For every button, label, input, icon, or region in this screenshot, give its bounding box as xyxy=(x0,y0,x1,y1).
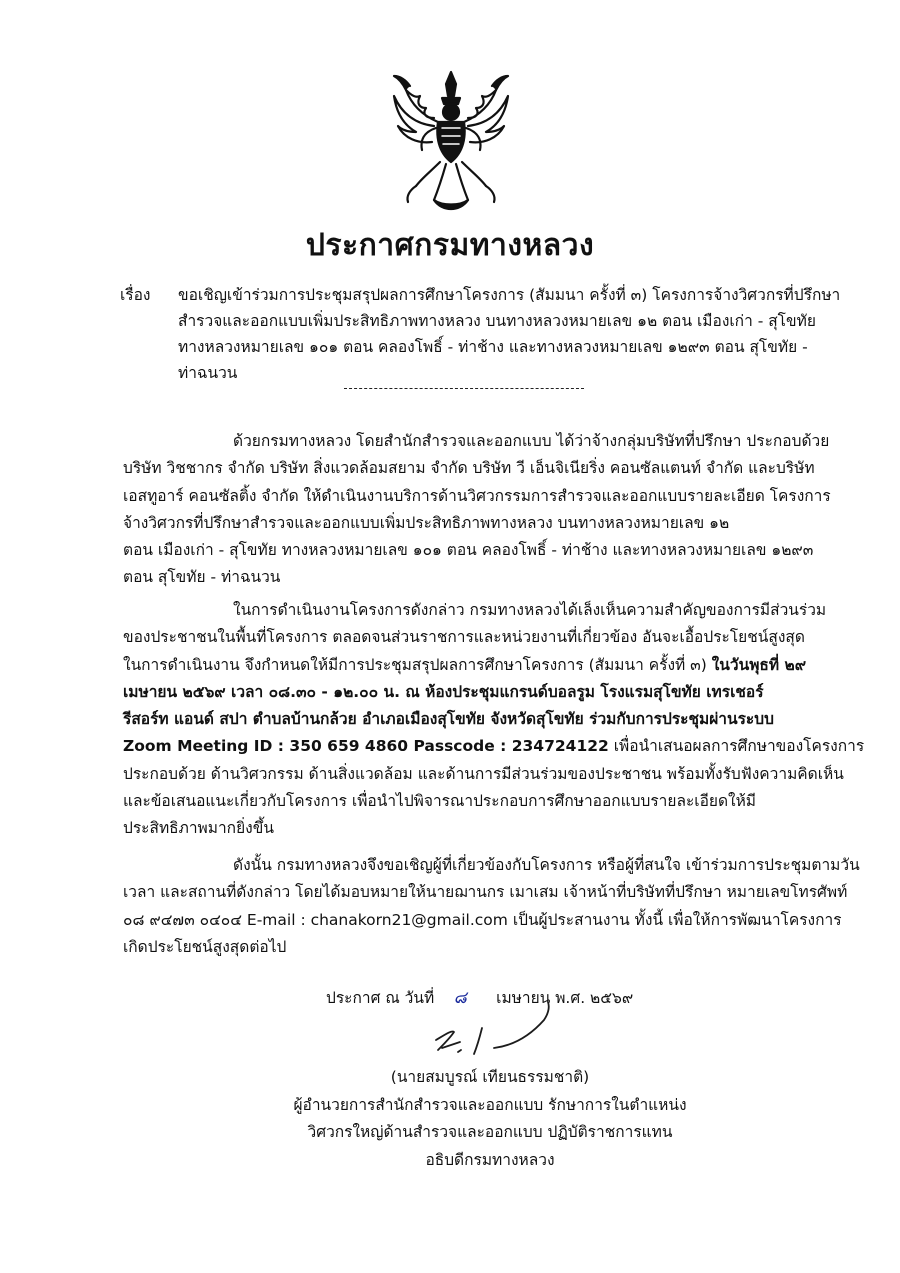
paragraph-line: ด้วยกรมทางหลวง โดยสำนักสำรวจและออกแบบ ได้ว่าจ้างกลุ่มบริษัทที่ปรึกษา ประกอบด้วย xyxy=(233,432,830,450)
meeting-time-venue: เมษายน ๒๕๖๙ เวลา ๐๘.๓๐ - ๑๒.๐๐ น. ณ ห้องประชุมแกรนด์บอลรูม โรงแรมสุโขทัย เทรเชอร์ xyxy=(123,682,764,701)
paragraph-line: บริษัท วิชชากร จำกัด บริษัท สิ่งแวดล้อมสยาม จำกัด บริษัท วี เอ็นจิเนียริ่ง คอนซัลแตนท์ จำกัด และบริษัท xyxy=(123,459,815,478)
paragraph-line: ตอน สุโขทัย - ท่าฉนวน xyxy=(123,568,281,587)
paragraph-line: จ้างวิศวกรที่ปรึกษาสำรวจและออกแบบเพิ่มประสิทธิภาพทางหลวง บนทางหลวงหมายเลข ๑๒ xyxy=(123,513,730,532)
paragraph-line: เกิดประโยชน์สูงสุดต่อไป xyxy=(123,937,287,956)
subject-line: สำรวจและออกแบบเพิ่มประสิทธิภาพทางหลวง บนทางหลวงหมายเลข ๑๒ ตอน เมืองเก่า - สุโขทัย xyxy=(178,312,816,330)
paragraph-line xyxy=(123,733,865,760)
paragraph-meeting xyxy=(123,597,865,843)
subject-text xyxy=(178,282,841,386)
paragraph-intro xyxy=(123,428,831,592)
handwritten-day: ๘ xyxy=(453,988,467,1008)
paragraph-line xyxy=(123,652,818,679)
page-title: ประกาศกรมทางหลวง xyxy=(305,228,595,263)
paragraph-line: ของประชาชนในพื้นที่โครงการ ตลอดจนส่วนราชการและหน่วยงานที่เกี่ยวข้อง อันจะเอื้อประโยชน์สูงสุด xyxy=(123,628,805,647)
paragraph-line: เวลา และสถานที่ดังกล่าว โดยได้มอบหมายให้นายฌานกร เมาเสม เจ้าหน้าที่บริษัทที่ปรึกษา หมายเลขโทรศัพท์ xyxy=(123,883,848,902)
paragraph-line: ดังนั้น กรมทางหลวงจึงขอเชิญผู้ที่เกี่ยวข้องกับโครงการ หรือผู้ที่สนใจ เข้าร่วมการประชุมตามวัน xyxy=(233,856,860,874)
meeting-date: ในวันพุธที่ ๒๙ xyxy=(711,655,807,674)
meeting-location: รีสอร์ท แอนด์ สปา ตำบลบ้านกล้วย อำเภอเมืองสุโขทัย จังหวัดสุโขทัย ร่วมกับการประชุมผ่านระบบ xyxy=(123,710,774,729)
paragraph-invitation xyxy=(123,852,860,961)
subject-line: ทางหลวงหมายเลข ๑๐๑ ตอน คลองโพธิ์ - ท่าช้าง และทางหลวงหมายเลข ๑๒๙๓ ตอน สุโขทัย - xyxy=(178,338,808,356)
subject-label: เรื่อง xyxy=(120,286,151,304)
paragraph-line: และข้อเสนอแนะเกี่ยวกับโครงการ เพื่อนำไปพิจารณาประกอบการศึกษาออกแบบรายละเอียดให้มี xyxy=(123,792,757,811)
paragraph-line xyxy=(123,706,818,733)
zoom-meeting-info: Zoom Meeting ID : 350 659 4860 Passcode : 234724122 xyxy=(123,737,609,756)
subject-line: ขอเชิญเข้าร่วมการประชุมสรุปผลการศึกษาโครงการ (สัมมนา ครั้งที่ ๓) โครงการจ้างวิศวกรที่ปรึกษา xyxy=(178,286,841,304)
meeting-text: ในการดำเนินงาน จึงกำหนดให้มีการประชุมสรุปผลการศึกษาโครงการ (สัมมนา ครั้งที่ ๓) xyxy=(123,655,712,674)
garuda-emblem-icon xyxy=(376,66,526,216)
paragraph-line: เอสทูอาร์ คอนซัลติ้ง จำกัด ให้ดำเนินงานบริการด้านวิศวกรรมการสำรวจและออกแบบรายละเอียด โครงการ xyxy=(123,486,831,505)
signatory-block xyxy=(280,1064,700,1174)
paragraph-line: ในการดำเนินงานโครงการดังกล่าว กรมทางหลวงได้เล็งเห็นความสำคัญของการมีส่วนร่วม xyxy=(233,601,827,619)
paragraph-line: ตอน เมืองเก่า - สุโขทัย ทางหลวงหมายเลข ๑๐๑ ตอน คลองโพธิ์ - ท่าช้าง และทางหลวงหมายเลข ๑๒๙๓ xyxy=(123,541,814,560)
signatory-name: (นายสมบูรณ์ เทียนธรรมชาติ) xyxy=(390,1068,590,1086)
paragraph-line: ๐๘ ๙๔๗๓ ๐๔๐๔ E-mail : chanakorn21@gmail.com เป็นผู้ประสานงาน ทั้งนี้ เพื่อให้การพัฒนาโครงการ xyxy=(123,910,842,929)
paragraph-line xyxy=(123,679,818,706)
signature-mark xyxy=(428,996,568,1066)
signatory-position: ผู้อำนวยการสำนักสำรวจและออกแบบ รักษาการในตำแหน่ง xyxy=(293,1095,687,1114)
divider-line xyxy=(344,388,584,389)
paragraph-line: ประสิทธิภาพมากยิ่งขึ้น xyxy=(123,819,274,838)
signatory-position: วิศวกรใหญ่ด้านสำรวจและออกแบบ ปฏิบัติราชการแทน xyxy=(307,1123,673,1141)
paragraph-line: ประกอบด้วย ด้านวิศวกรรม ด้านสิ่งแวดล้อม และด้านการมีส่วนร่วมของประชาชน พร้อมทั้งรับฟังความคิดเห็น xyxy=(123,764,844,783)
meeting-text: เพื่อนำเสนอผลการศึกษาของโครงการ xyxy=(608,737,865,756)
announce-prefix: ประกาศ ณ วันที่ xyxy=(326,989,435,1007)
subject-line: ท่าฉนวน xyxy=(178,364,238,382)
signatory-position: อธิบดีกรมทางหลวง xyxy=(425,1150,555,1169)
month-year: เมษายน พ.ศ. ๒๕๖๙ xyxy=(496,989,634,1007)
